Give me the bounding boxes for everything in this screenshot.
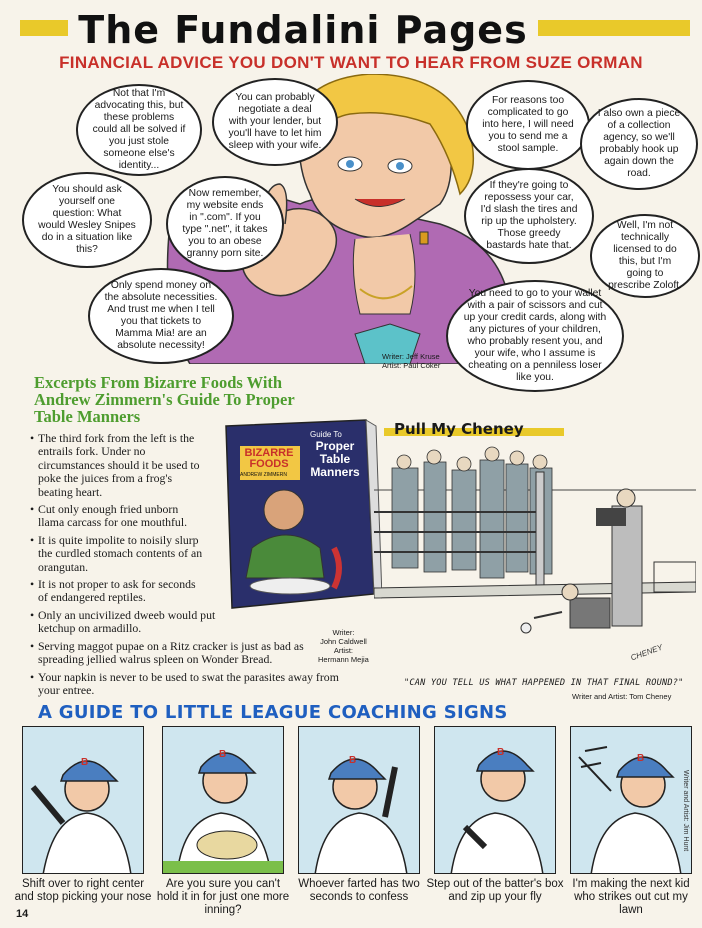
speech-bubble-zoloft: Well, I'm not technically licensed to do this, but I'm going to prescribe Zoloft. (590, 214, 700, 298)
orman-artist-credit: Artist: Paul Coker (382, 361, 441, 370)
list-item: • Cut only enough fried unborn llama carcass for one mouthful. (30, 503, 206, 530)
coach-caption-2: Are you sure you can't hold it in for just one more inning? (156, 878, 290, 916)
little-league-credit: Writer and Artist: Jim Hunt (682, 770, 689, 852)
coach-caption-1: Shift over to right center and stop picking your nose (14, 878, 152, 903)
speech-bubble-snipes: You should ask yourself one question: What would Wesley Snipes do in a situation like this? (22, 172, 152, 268)
bf-artist-label: Artist: (333, 646, 354, 655)
cap-letter: B (81, 757, 89, 768)
speech-bubble-website: Now remember, my website ends in ".com". If you type ".net", it takes you to an obese granny porn site. (166, 176, 284, 272)
list-item: • It is quite impolite to noisily slurp the curdled stomach contents of an orangutan. (30, 534, 206, 574)
little-league-title: A GUIDE TO LITTLE LEAGUE COACHING SIGNS (38, 702, 508, 723)
bf-writer-credit: John Caldwell (320, 637, 367, 646)
cheney-signature: CHENEY (629, 642, 664, 663)
speech-bubble-identity: Not that I'm advocating this, but these problems could all be solved if you just stole someone else's identity... (76, 84, 202, 176)
page-number: 14 (16, 908, 29, 920)
header-bar-left (20, 20, 68, 36)
coach-illustration (299, 727, 420, 874)
coach-illustration (23, 727, 144, 874)
cheney-title: Pull My Cheney (394, 420, 524, 438)
speech-bubble-collection: I also own a piece of a collection agency, so we'll probably hook up again down the road. (580, 98, 698, 190)
bizarre-foods-book (206, 418, 382, 614)
coach-caption-4: Step out of the batter's box and zip up your fly (426, 878, 564, 903)
coach-panel-5 (570, 726, 692, 874)
cap-letter: B (497, 747, 505, 758)
book-title-small: Guide To (310, 430, 342, 439)
coach-illustration (571, 727, 692, 874)
bf-artist-credit: Hermann Mejia (318, 655, 369, 664)
coach-caption-3: Whoever farted has two seconds to confess (298, 878, 420, 903)
speech-bubble-stool: For reasons too complicated to go into here, I will need you to send me a stool sample. (466, 80, 590, 170)
page-title: The Fundalini Pages (78, 8, 528, 52)
coach-panel-4 (434, 726, 556, 874)
cheney-caption: "CAN YOU TELL US WHAT HAPPENED IN THAT FINAL ROUND?" (404, 678, 684, 688)
book-subbrand: ANDREW ZIMMERN (240, 472, 287, 478)
section-subtitle: FINANCIAL ADVICE YOU DON'T WANT TO HEAR FROM SUZE ORMAN (59, 53, 643, 72)
list-item: • Only an uncivilized dweeb would put ketchup on armadillo. (30, 609, 240, 636)
cap-letter: B (637, 753, 645, 764)
coach-caption-5: I'm making the next kid who strikes out cut my lawn (572, 878, 690, 916)
speech-bubble-repossess: If they're going to repossess your car, I'd slash the tires and rip up the upholstery. Those greedy bastards hate that. (464, 168, 594, 264)
cap-letter: B (349, 755, 357, 766)
book-brand: BIZARRE FOODS (244, 447, 294, 470)
orman-credits (382, 352, 440, 370)
coach-panel-1 (22, 726, 144, 874)
bf-writer-label: Writer: (332, 628, 355, 637)
list-item: • Serving maggot pupae on a Ritz cracker is just as bad as spreading jellied walrus spleen on Wonder Bread. (30, 640, 340, 667)
bizarre-foods-title: Excerpts From Bizarre Foods With Andrew Zimmern's Guide To Proper Table Manners (34, 373, 295, 426)
coach-panel-2 (162, 726, 284, 874)
speech-bubble-mamma-mia: Only spend money on the absolute necessities. And trust me when I tell you that tickets to Mamma Mia! are an absolute necessity! (88, 268, 234, 364)
cap-letter: B (219, 749, 227, 760)
speech-bubble-lender: You can probably negotiate a deal with your lender, but you'll have to let him sleep with your wife. (212, 78, 338, 166)
speech-bubble-wallet: You need to go to your wallet with a pair of scissors and cut up your credit cards, along with any pictures of your children, who probably resent you, and your wife, who I assume is cheating on a penniless loser like you. (446, 280, 624, 392)
cheney-credit: Writer and Artist: Tom Cheney (572, 692, 672, 701)
list-item: • The third fork from the left is the entrails fork. Under no circumstances should it be used to poke the juices from a frog's beating heart. (30, 432, 206, 499)
bizarre-foods-credits (318, 628, 369, 664)
orman-writer-credit: Writer: Jeff Kruse (382, 352, 440, 361)
header-bar-right (538, 20, 690, 36)
list-item: • Your napkin is never to be used to swat the parasites away from your entree. (30, 671, 340, 698)
coach-panel-3 (298, 726, 420, 874)
list-item: • It is not proper to ask for seconds of endangered reptiles. (30, 578, 206, 605)
book-title-big: Proper Table Manners (310, 439, 360, 479)
coach-illustration (435, 727, 556, 874)
